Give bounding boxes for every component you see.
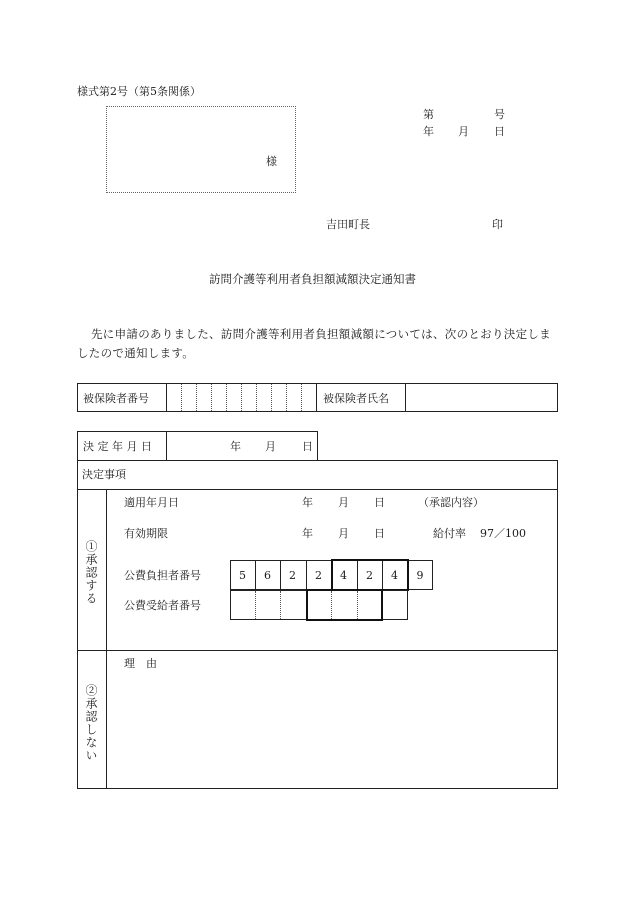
insured-number-label: 被保険者番号 — [83, 392, 149, 405]
payer-digit-8: 9 — [416, 569, 424, 582]
body-text-line1: 先に申請のありました、訪問介護等利用者負担額減額については、次のとおり決定しま — [91, 327, 551, 341]
issuer-name: 吉田町長 — [326, 218, 370, 231]
payer-digit-2: 6 — [264, 569, 271, 582]
payer-digit-5: 4 — [340, 569, 347, 582]
insured-number-field[interactable] — [167, 384, 316, 411]
payer-digit-3: 2 — [289, 569, 296, 582]
reason-label: 理 由 — [124, 657, 157, 670]
address-box — [106, 106, 296, 193]
payer-digit-6: 2 — [366, 569, 373, 582]
insured-name-label: 被保険者氏名 — [323, 392, 389, 405]
benefit-rate-label: 給付率 — [433, 527, 466, 540]
decision-date-day: 日 — [302, 440, 313, 453]
issuer-seal: 印 — [492, 218, 503, 231]
valid-period-day: 日 — [374, 527, 385, 540]
decision-date-month: 月 — [265, 440, 276, 453]
apply-date-month: 月 — [338, 496, 349, 509]
address-honorific: 様 — [266, 155, 277, 168]
reason-field[interactable] — [107, 651, 557, 788]
apply-date-label: 適用年月日 — [124, 496, 179, 509]
date-day: 日 — [494, 125, 505, 138]
valid-period-year: 年 — [302, 527, 313, 540]
payer-digit-4: 2 — [315, 569, 322, 582]
doc-number-dai: 第 — [423, 108, 434, 121]
date-month: 月 — [458, 125, 469, 138]
insured-name-field[interactable] — [406, 384, 557, 411]
body-text-line2: したので通知します。 — [77, 346, 195, 360]
payer-digit-1: 5 — [239, 569, 246, 582]
decision-items-label: 決定事項 — [82, 468, 126, 481]
approval-content-label: （承認内容） — [418, 496, 484, 509]
apply-date-day: 日 — [374, 496, 385, 509]
apply-date-year: 年 — [302, 496, 313, 509]
document-title: 訪問介護等利用者負担額減額決定通知書 — [209, 272, 416, 286]
recipient-number-label: 公費受給者番号 — [124, 599, 201, 612]
form-number: 様式第2号（第5条関係） — [77, 85, 201, 98]
valid-period-month: 月 — [338, 527, 349, 540]
payer-number-label: 公費負担者番号 — [124, 569, 201, 582]
doc-number-go: 号 — [494, 108, 505, 121]
date-year: 年 — [423, 125, 434, 138]
decision-date-year: 年 — [230, 440, 241, 453]
payer-digit-7: 4 — [391, 569, 398, 582]
deny-section-label: ②承認しない — [84, 684, 98, 762]
approve-section-label: ①承認する — [84, 540, 98, 605]
benefit-rate-value: 97／100 — [480, 527, 526, 540]
decision-date-label: 決 定 年 月 日 — [83, 440, 152, 453]
valid-period-label: 有効期限 — [124, 527, 168, 540]
